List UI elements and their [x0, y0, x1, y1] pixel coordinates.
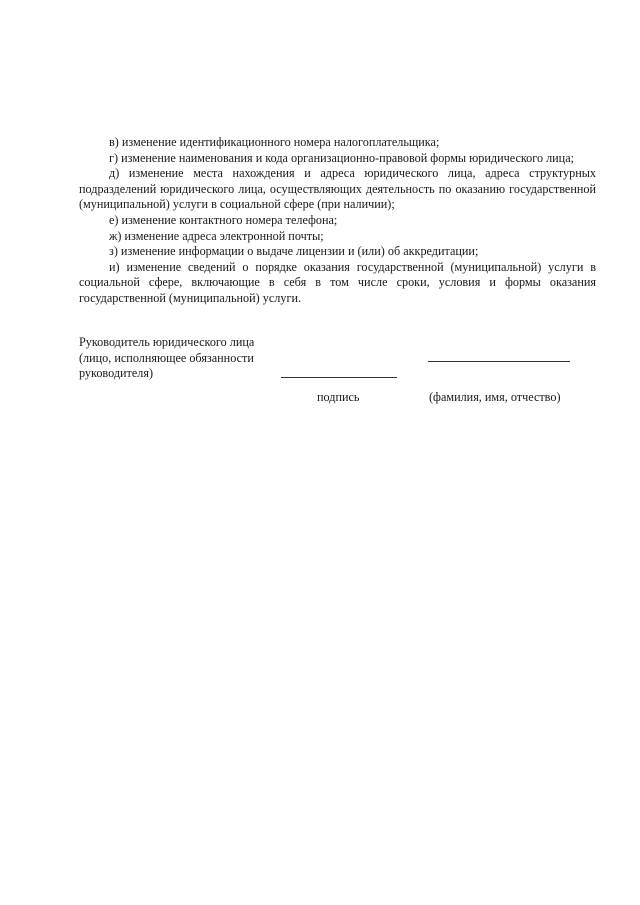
- full-name-caption: (фамилия, имя, отчество): [429, 390, 561, 404]
- signatory-title: [79, 335, 254, 382]
- full-name-line: [428, 361, 570, 362]
- list-item-v: в) изменение идентификационного номера налогоплательщика;: [109, 135, 440, 149]
- list-item-d: д) изменение места нахождения и адреса юридического лица, адреса структурных подразделений юридического лица, осуществляющих деятельность по оказанию государственной (муниципальной) услуги в социальной сфере (при наличии);: [79, 166, 596, 212]
- list-item-i: и) изменение сведений о порядке оказания государственной (муниципальной) услуги в социальной сфере, включающие в себя в том числе сроки, условия и формы оказания государственной (муниципальной) услуги.: [79, 259, 596, 305]
- list-item-zh: ж) изменение адреса электронной почты;: [109, 228, 324, 243]
- signature-line: [281, 377, 397, 378]
- signatory-title-line1: Руководитель юридического лица: [79, 335, 255, 349]
- signatory-title-line2: (лицо, исполняющее обязанности: [79, 350, 254, 365]
- signature-caption: подпись: [317, 390, 360, 404]
- signature-block: [79, 335, 596, 415]
- list-item-z: з) изменение информации о выдаче лицензии и (или) об аккредитации;: [109, 244, 479, 259]
- signatory-title-line3: руководителя): [79, 366, 154, 381]
- document-body: [79, 135, 596, 307]
- list-item-e: е) изменение контактного номера телефона;: [109, 212, 338, 227]
- list-item-g: г) изменение наименования и кода организационно-правовой формы юридического лица;: [109, 150, 575, 165]
